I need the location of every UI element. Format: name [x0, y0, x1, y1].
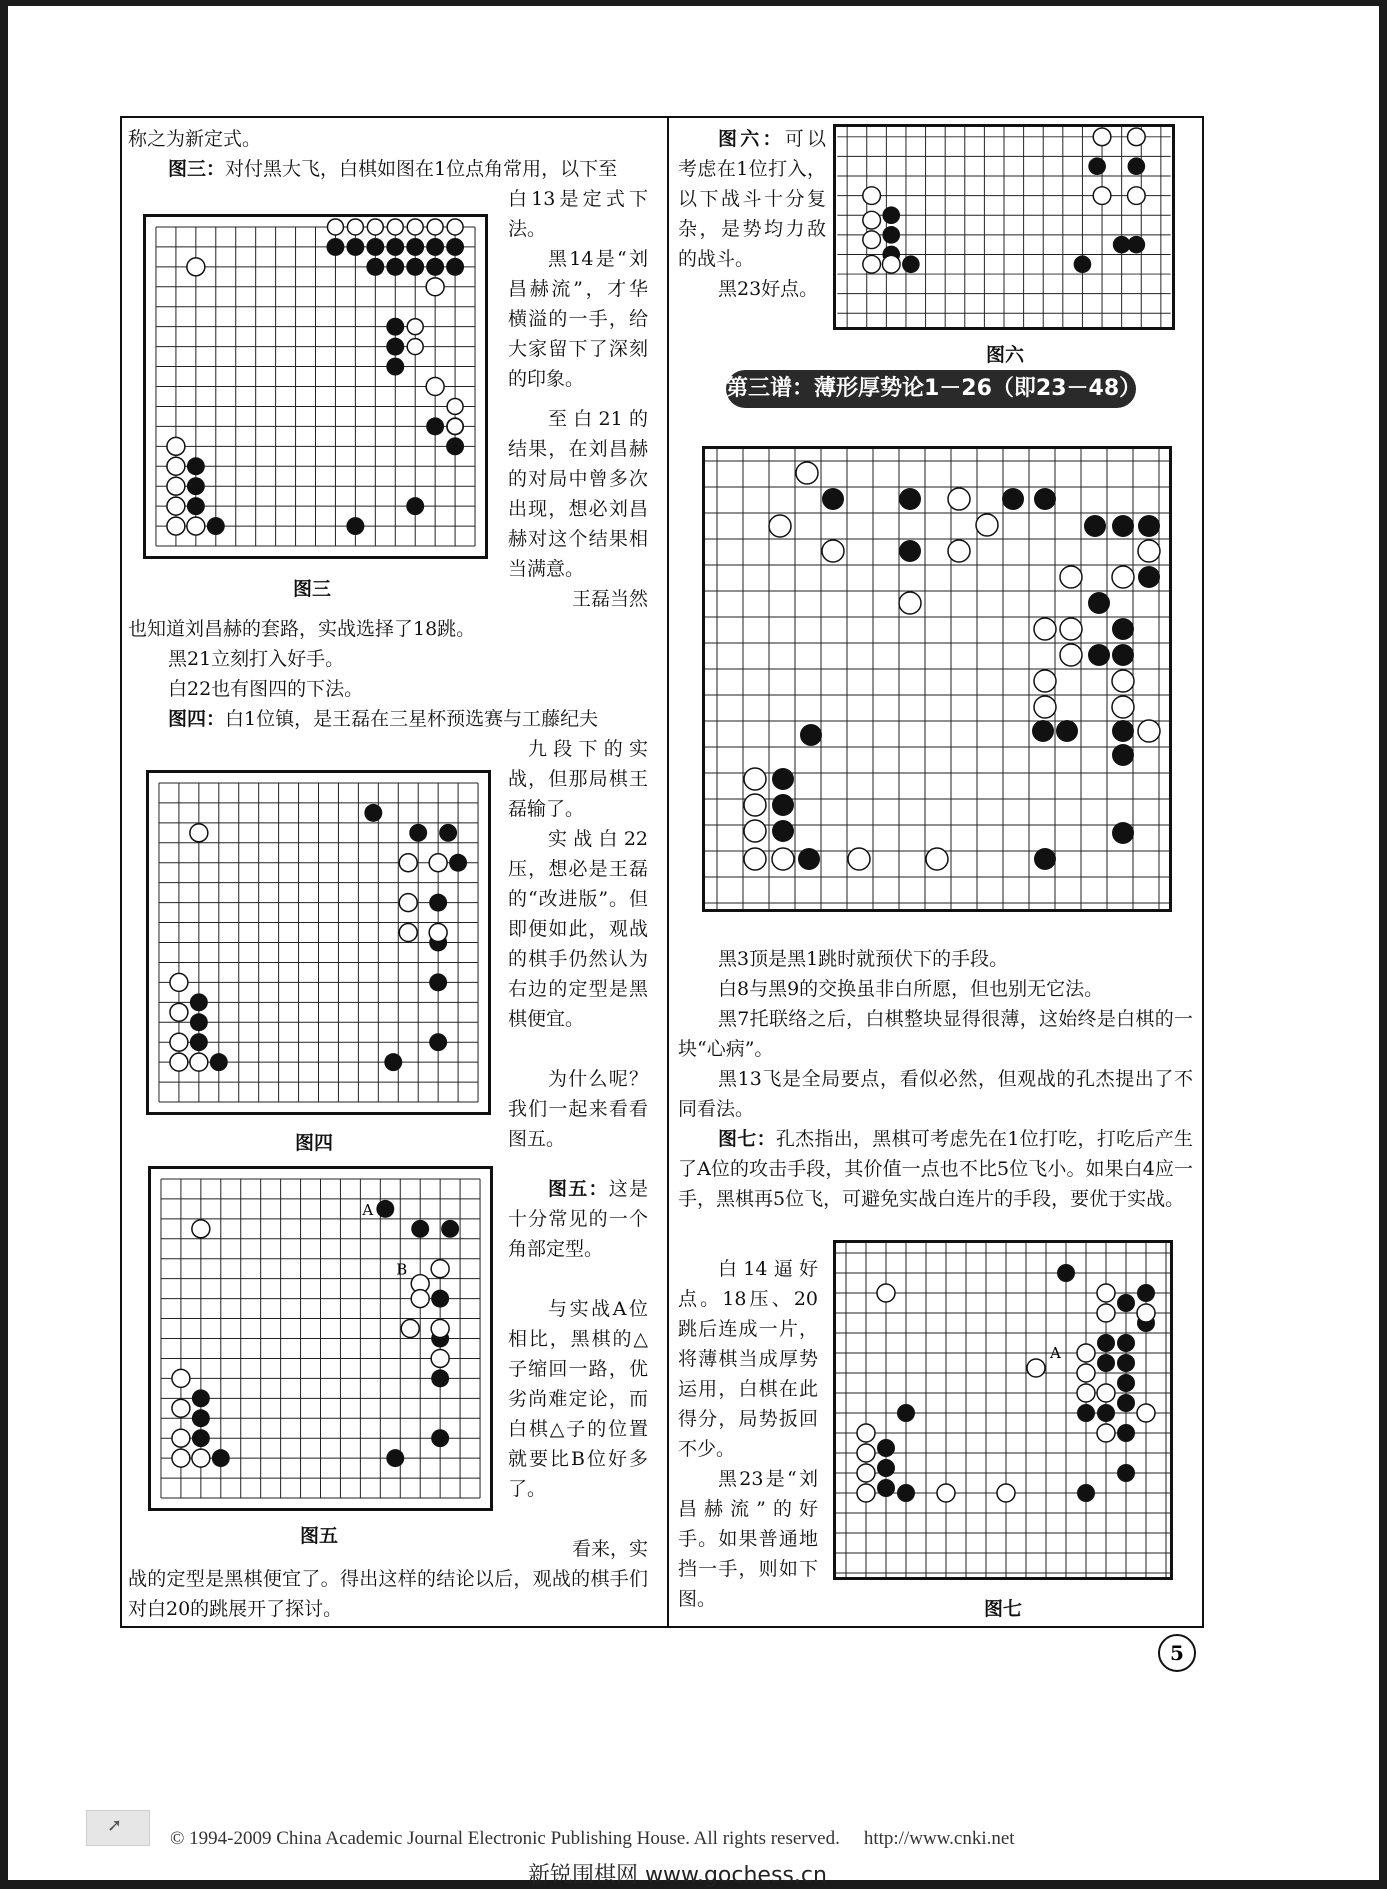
- paragraph-fig3-e: 王磊当然: [571, 588, 648, 610]
- site-watermark: 新锐围棋网 www.gochess.cn: [528, 1863, 827, 1888]
- board-svg-game-record: [705, 449, 1169, 909]
- paragraph-opening: 称之为新定式。: [128, 128, 262, 150]
- paragraph-black21: 黑21立刻打入好手。: [168, 648, 345, 670]
- fig6-label: 图六：: [718, 128, 785, 150]
- paragraph-fig3-intro: [128, 154, 648, 184]
- paragraph-fig3-d: 至白21的结果，在刘昌赫的对局中曾多次出现，想必刘昌赫对这个结果相当满意。: [508, 408, 648, 580]
- paragraph-fig4-d: 为什么呢？我们一起来看看图五。: [508, 1068, 648, 1150]
- caption-fig3: 图三: [293, 578, 332, 600]
- paragraph-fig4-b: 九段下的实战，但那局棋王磊输了。: [508, 738, 648, 820]
- paragraph-black3: 黑3顶是黑1跳时就预伏下的手段。: [718, 948, 1009, 970]
- copyright-line: [170, 1828, 1015, 1850]
- paragraph-fig5-e: 看来，实: [571, 1538, 648, 1560]
- fig4-label: 图四：: [168, 708, 226, 730]
- board-svg-fig5: [151, 1169, 490, 1508]
- go-board-fig3: [143, 214, 488, 559]
- fig3-text-a: 对付黑大飞，白棋如图在1位点角常用，以下至: [225, 158, 618, 180]
- column-divider: [667, 116, 669, 1628]
- paragraph-black13: 黑13飞是全局要点，看似必然，但观战的孔杰提出了不同看法。: [678, 1068, 1193, 1120]
- paragraph-black7: 黑7托联络之后，白棋整块显得很薄，这始终是白棋的一块“心病”。: [678, 1008, 1193, 1060]
- fig4-text-a: 白1位镇，是王磊在三星杯预选赛与工藤纪夫: [225, 708, 599, 730]
- caption-fig7: 图七: [984, 1598, 1023, 1620]
- caption-fig5: 图五: [300, 1525, 339, 1547]
- board-svg-fig7: [836, 1243, 1170, 1577]
- paragraph-knew: 也知道刘昌赫的套路，实战选择了18跳。: [128, 618, 476, 640]
- paragraph-fig7-b: 白14逼好点。18压、20跳后连成一片，将薄棋当成厚势运用，白棋在此得分，局势扳回不少。: [678, 1258, 818, 1460]
- paragraph-fig3-c: 黑14是“刘昌赫流”，才华横溢的一手，给大家留下了深刻的印象。: [508, 248, 648, 390]
- paragraph-fig7-c: 黑23是“刘昌赫流”的好手。如果普通地挡一手，则如下图。: [678, 1468, 818, 1610]
- section-title: 第三谱：薄形厚势论1－26（即23－48）: [726, 370, 1136, 408]
- fig7-text-a: 孔杰指出，黑棋可考虑先在1位打吃，打吃后产生了A位的攻击手段，其价值一点也不比5位飞小。如果白4应一手，黑棋再5位飞，可避免实战白连片的手段，要优于实战。: [678, 1128, 1193, 1210]
- mark-b-fig5: B: [396, 1260, 408, 1279]
- paragraph-fig6-a: [678, 124, 826, 274]
- fig5-label: 图五：: [548, 1178, 609, 1200]
- caption-fig4: 图四: [295, 1132, 334, 1154]
- fig5-text-d: 子的位置就要比B位好多了。: [508, 1418, 648, 1500]
- board-svg-fig4: [149, 773, 488, 1112]
- fig5-text-b: 与实战A位相比，黑棋的: [508, 1298, 648, 1350]
- page-number: 5: [1158, 1634, 1196, 1672]
- caption-fig6: 图六: [986, 344, 1025, 366]
- fig6-text-a: 可以考虑在1位打入，以下战斗十分复杂，是势均力敌的战斗。: [678, 128, 826, 270]
- mark-a-fig5: A: [362, 1200, 374, 1219]
- go-board-fig5: [148, 1166, 493, 1511]
- paragraph-fig4-intro: [128, 704, 648, 734]
- paragraph-fig7-a: [678, 1124, 1193, 1214]
- board-svg-fig6: [836, 127, 1172, 327]
- fig5-text-c: 子缩回一路，优劣尚难定论，而白棋: [508, 1358, 648, 1440]
- paragraph-fig4-c: 实战白22压，想必是王磊的“改进版”。但即便如此，观战的棋手仍然认为右边的定型是黑棋便宜。: [508, 828, 648, 1030]
- go-board-fig7: [833, 1240, 1173, 1580]
- journal-page: [8, 6, 1379, 1888]
- paragraph-fig5-bcd: [508, 1294, 648, 1504]
- paragraph-conclusion: 战的定型是黑棋便宜了。得出这样的结论以后，观战的棋手们对白20的跳展开了探讨。: [128, 1568, 648, 1620]
- paragraph-fig3-b: 白13是定式下法。: [508, 188, 648, 240]
- board-svg-fig3: [146, 217, 485, 556]
- go-board-game-record: [702, 446, 1172, 912]
- triangle-white-mark: △: [549, 1418, 567, 1440]
- fig7-label: 图七：: [718, 1128, 776, 1150]
- paragraph-fig6-b: 黑23好点。: [718, 278, 819, 300]
- triangle-black-mark: △: [633, 1328, 648, 1350]
- go-board-fig6: [833, 124, 1175, 330]
- cnki-logo: [86, 1810, 150, 1846]
- go-board-fig4: [146, 770, 491, 1115]
- mark-a-fig7: A: [1050, 1344, 1061, 1362]
- copyright-text: © 1994-2009 China Academic Journal Electronic Publishing House. All rights reserved.: [170, 1828, 840, 1849]
- cnki-url-link[interactable]: http://www.cnki.net: [863, 1828, 1015, 1849]
- fig3-label: 图三：: [168, 158, 226, 180]
- paragraph-fig5-a: [508, 1174, 648, 1264]
- paragraph-white22: 白22也有图四的下法。: [168, 678, 364, 700]
- cnki-logo-icon: ➚: [107, 1815, 123, 1836]
- fig5-text-a: 这是十分常见的一个角部定型。: [508, 1178, 648, 1260]
- paragraph-white8: 白8与黑9的交换虽非白所愿，但也别无它法。: [718, 978, 1104, 1000]
